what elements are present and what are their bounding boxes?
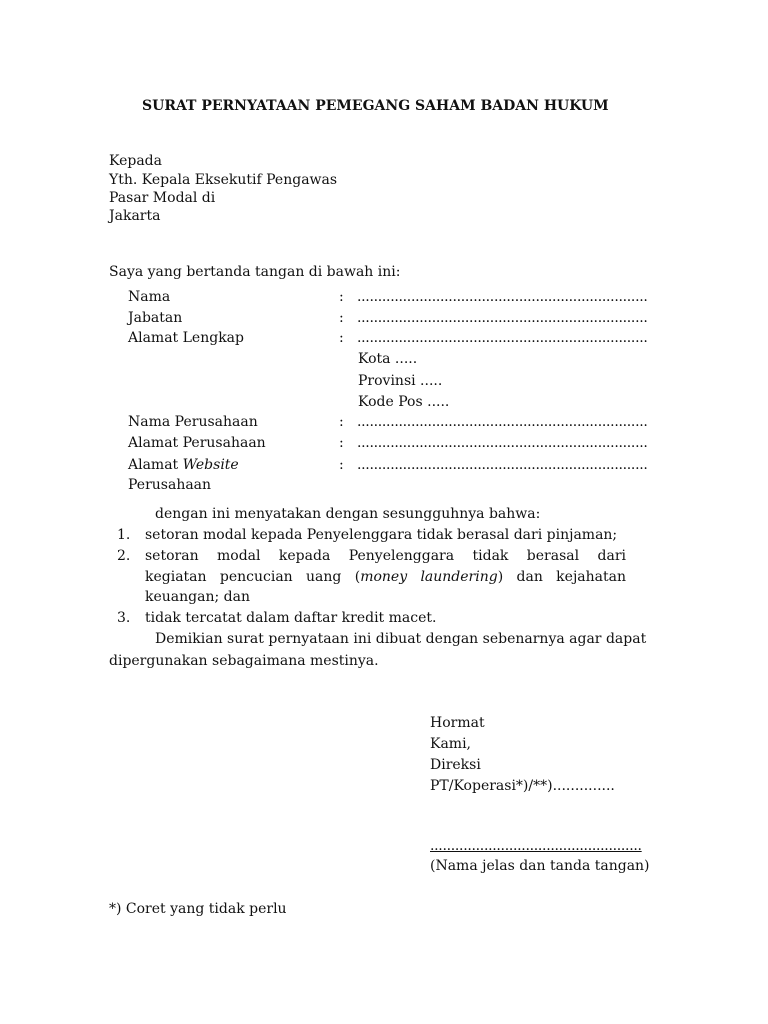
field-dots-alamat-perusahaan: ......................................................................: [357, 435, 648, 451]
field-label-website-italic: Website: [182, 457, 239, 473]
field-label-nama-perusahaan: Nama Perusahaan: [128, 414, 258, 430]
field-dots-jabatan: ......................................................................: [357, 310, 648, 326]
field-label-alamat-perusahaan: Alamat Perusahaan: [128, 435, 266, 451]
letter-title: SURAT PERNYATAAN PEMEGANG SAHAM BADAN HUKUM: [142, 98, 609, 114]
field-colon: :: [339, 310, 344, 326]
closing-line-1: Demikian surat pernyataan ini dibuat dengan sebenarnya agar dapat: [155, 631, 647, 647]
list-item-2-italic: money laundering: [360, 569, 498, 585]
field-kode-pos: Kode Pos .....: [358, 394, 450, 410]
field-kota: Kota .....: [358, 351, 418, 367]
intro-text: Saya yang bertanda tangan di bawah ini:: [109, 264, 401, 280]
field-dots-alamat-lengkap: ......................................................................: [357, 330, 648, 346]
field-label-jabatan: Jabatan: [128, 310, 183, 326]
list-item-3: tidak tercatat dalam daftar kredit macet.: [145, 610, 437, 626]
recipient-line-1: Kepada: [109, 153, 162, 169]
list-item-2-line-2: [145, 567, 626, 587]
list-number-1: 1.: [117, 527, 131, 543]
signature-line-3: Direksi: [430, 757, 481, 773]
field-colon: :: [339, 435, 344, 451]
signature-company: PT/Koperasi*)/**)..............: [430, 778, 615, 794]
list-item-2-line-1: setoran modal kepada Penyelenggara tidak berasal dari: [145, 548, 626, 564]
field-colon: :: [339, 289, 344, 305]
recipient-line-2: Yth. Kepala Eksekutif Pengawas: [109, 172, 338, 188]
field-dots-alamat-website: ......................................................................: [357, 457, 648, 473]
signature-line-2: Kami,: [430, 736, 472, 752]
field-label-alamat-lengkap: Alamat Lengkap: [128, 330, 244, 346]
list-item-2-text-b: ) dan kejahatan: [497, 569, 626, 585]
signature-dots: ...................................................: [430, 838, 642, 854]
field-colon: :: [339, 330, 344, 346]
closing-line-2: dipergunakan sebagaimana mestinya.: [109, 653, 379, 669]
list-item-1: setoran modal kepada Penyelenggara tidak berasal dari pinjaman;: [145, 527, 618, 543]
footnote: *) Coret yang tidak perlu: [109, 901, 287, 917]
field-dots-nama-perusahaan: ......................................................................: [357, 414, 648, 430]
recipient-line-3: Pasar Modal di: [109, 190, 216, 206]
recipient-line-4: Jakarta: [109, 208, 161, 224]
field-label-alamat-website-prefix: Alamat: [128, 457, 183, 473]
field-label-alamat-website: [128, 455, 239, 475]
list-item-2-line-3: keuangan; dan: [145, 589, 250, 605]
field-dots-nama: ......................................................................: [357, 289, 648, 305]
field-provinsi: Provinsi .....: [358, 373, 443, 389]
field-label-nama: Nama: [128, 289, 171, 305]
list-item-2-text-a: kegiatan pencucian uang (: [145, 569, 361, 585]
field-label-perusahaan: Perusahaan: [128, 477, 212, 493]
list-number-2: 2.: [117, 548, 131, 564]
signature-line-1: Hormat: [430, 715, 485, 731]
signature-name-note: (Nama jelas dan tanda tangan): [430, 858, 650, 874]
list-number-3: 3.: [117, 610, 131, 626]
statement-intro: dengan ini menyatakan dengan sesungguhnya bahwa:: [155, 506, 541, 522]
field-colon: :: [339, 457, 344, 473]
field-colon: :: [339, 414, 344, 430]
